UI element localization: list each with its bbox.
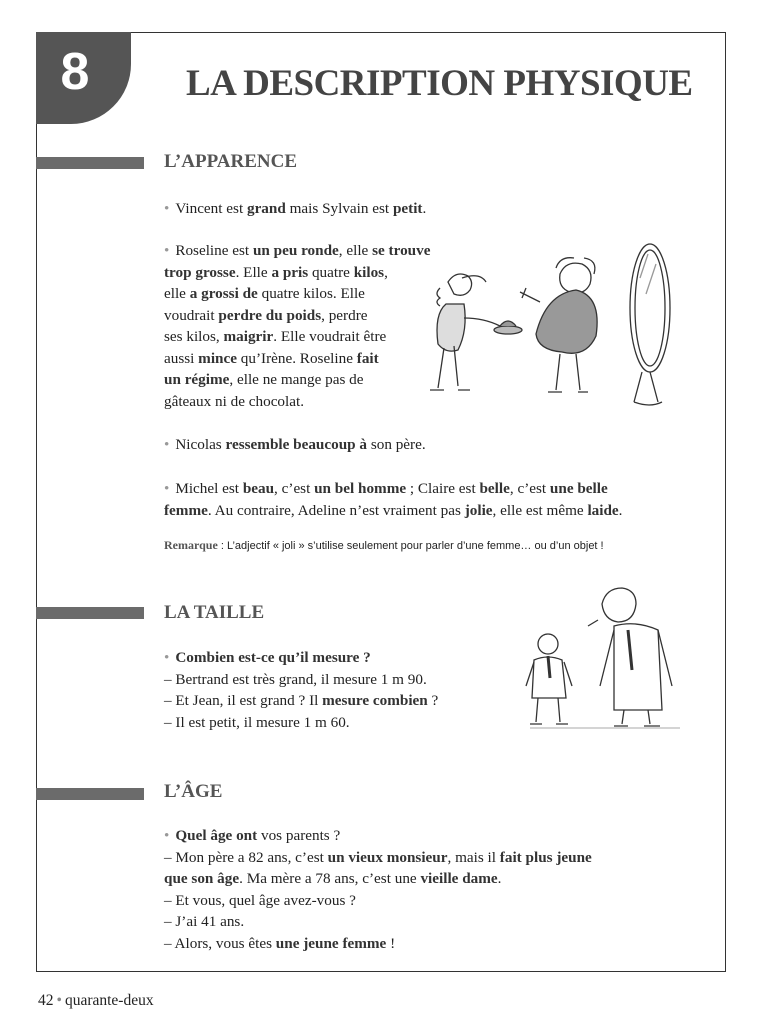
remark-text: : L’adjectif « joli » s’utilise seulement pour parler d’une femme… ou d’un objet ! <box>217 540 604 552</box>
bold-term: belle <box>479 480 510 497</box>
text-run: , c’est <box>274 480 315 497</box>
bold-term: mesure combien <box>322 692 428 709</box>
text-run: . Elle <box>235 263 272 281</box>
page-number: 42 <box>38 992 54 1009</box>
text-run: elle <box>164 285 190 302</box>
text-run: quatre <box>308 263 354 281</box>
bold-term: trop grosse <box>164 263 236 281</box>
text-run: . <box>618 501 623 519</box>
bold-term: laide <box>587 501 619 519</box>
bold-term: une jeune femme <box>275 934 387 952</box>
bold-term: vieille dame <box>420 870 498 887</box>
text-run: – J’ai 41 ans. <box>164 913 245 930</box>
bold-term: un peu ronde <box>252 242 339 259</box>
text-run: aussi <box>164 349 199 367</box>
text-line <box>164 890 592 912</box>
bold-term: Combien est-ce qu’il mesure ? <box>175 649 371 666</box>
text-run: – Il est petit, il mesure 1 m 60. <box>164 713 350 731</box>
bullet-icon: • <box>164 200 170 217</box>
text-run: ; Claire est <box>406 480 480 497</box>
text-run: Vincent est <box>175 200 247 217</box>
bold-term: que son âge <box>164 870 240 887</box>
bold-term: perdre du poids <box>218 306 322 324</box>
illustration-women-cake-mirror <box>410 238 700 418</box>
paragraph-nicolas <box>164 434 426 456</box>
text-run: voudrait <box>164 306 219 324</box>
text-run: , c’est <box>509 480 550 497</box>
page-title: LA DESCRIPTION PHYSIQUE <box>186 63 693 104</box>
text-run: Michel est <box>175 480 243 497</box>
bold-term: mince <box>198 349 237 367</box>
section-bar <box>36 607 144 619</box>
page-word: quarante-deux <box>64 992 154 1009</box>
illustration-tall-short-men <box>520 578 690 738</box>
paragraph-beau-belle <box>164 478 622 521</box>
paragraph-taille <box>164 647 438 733</box>
paragraph-age <box>164 825 592 954</box>
bold-term: a pris <box>271 263 309 281</box>
bold-term: maigrir <box>223 328 274 345</box>
section-heading-taille: LA TAILLE <box>164 602 265 623</box>
text-run: , perdre <box>321 306 368 324</box>
text-run: qu’Irène. Roseline <box>236 349 357 367</box>
text-run: . Elle voudrait être <box>273 328 387 345</box>
bullet-icon: • <box>164 649 170 666</box>
bold-term: fait plus jeune <box>499 848 592 866</box>
text-run: , elle ne mange pas de <box>229 371 364 388</box>
bold-term: jolie <box>464 501 493 519</box>
footer-bullet-icon: • <box>56 992 62 1009</box>
text-line <box>164 669 438 691</box>
text-run: , mais il <box>447 848 500 866</box>
chapter-number: 8 <box>60 43 90 101</box>
bullet-icon: • <box>164 242 170 259</box>
text-run: – Et vous, quel âge avez-vous ? <box>164 891 356 909</box>
bold-term: grand <box>246 200 286 217</box>
bold-term: une belle <box>549 480 608 497</box>
text-line <box>164 868 592 890</box>
bold-term: un bel homme <box>314 480 407 497</box>
bold-term: ressemble beaucoup à <box>225 436 368 453</box>
bold-term: un régime <box>164 371 230 388</box>
bold-term: kilos <box>353 263 385 281</box>
text-line <box>164 690 438 712</box>
text-run: ? <box>427 692 439 709</box>
section-heading-age: L’ÂGE <box>164 781 223 802</box>
text-run: , elle est même <box>492 501 588 519</box>
bold-term: a grossi de <box>189 285 258 302</box>
text-run: . <box>422 200 427 217</box>
bold-term: beau <box>242 480 275 497</box>
bold-term: Quel âge ont <box>175 827 258 844</box>
text-run: Nicolas <box>175 436 226 453</box>
text-run: . Ma mère a 78 ans, c’est une <box>239 870 421 887</box>
text-run: quatre kilos. Elle <box>257 285 365 302</box>
section-bar <box>36 157 144 169</box>
text-run: Roseline est <box>175 242 253 259</box>
text-run: ! <box>386 934 396 952</box>
paragraph-grand-petit <box>164 198 426 220</box>
text-run: vos parents ? <box>257 827 341 844</box>
text-line <box>164 933 592 955</box>
text-run: – Bertrand est très grand, il mesure 1 m 90. <box>164 670 427 688</box>
text-run: gâteaux ni de chocolat. <box>164 392 305 410</box>
remark-label: Remarque <box>164 538 218 552</box>
page-footer <box>38 992 154 1010</box>
text-run: mais Sylvain est <box>285 200 393 217</box>
bold-term: petit <box>392 200 423 217</box>
text-run: , <box>384 263 388 281</box>
text-line <box>164 825 592 847</box>
text-run: ses kilos, <box>164 328 224 345</box>
text-line <box>164 500 622 522</box>
remark-note <box>164 538 604 553</box>
text-run: – Et Jean, il est grand ? Il <box>164 692 323 709</box>
text-line <box>164 911 592 933</box>
text-run: . Au contraire, Adeline n’est vraiment pas <box>207 501 465 519</box>
text-line <box>164 712 438 734</box>
text-line <box>164 847 592 869</box>
text-line <box>164 647 438 669</box>
bullet-icon: • <box>164 480 170 497</box>
bold-term: fait <box>356 349 379 367</box>
text-run: . <box>497 870 502 887</box>
text-run: – Alors, vous êtes <box>164 934 276 952</box>
bold-term: se trouve <box>372 242 431 259</box>
text-run: – Mon père a 82 ans, c’est <box>164 848 328 866</box>
text-run: , elle <box>338 242 373 259</box>
text-run: son père. <box>367 436 426 453</box>
bullet-icon: • <box>164 827 170 844</box>
bullet-icon: • <box>164 436 170 453</box>
text-line <box>164 478 622 500</box>
section-bar <box>36 788 144 800</box>
bold-term: femme <box>164 501 208 519</box>
section-heading-apparence: L’APPARENCE <box>164 151 298 172</box>
bold-term: un vieux monsieur <box>327 848 448 866</box>
